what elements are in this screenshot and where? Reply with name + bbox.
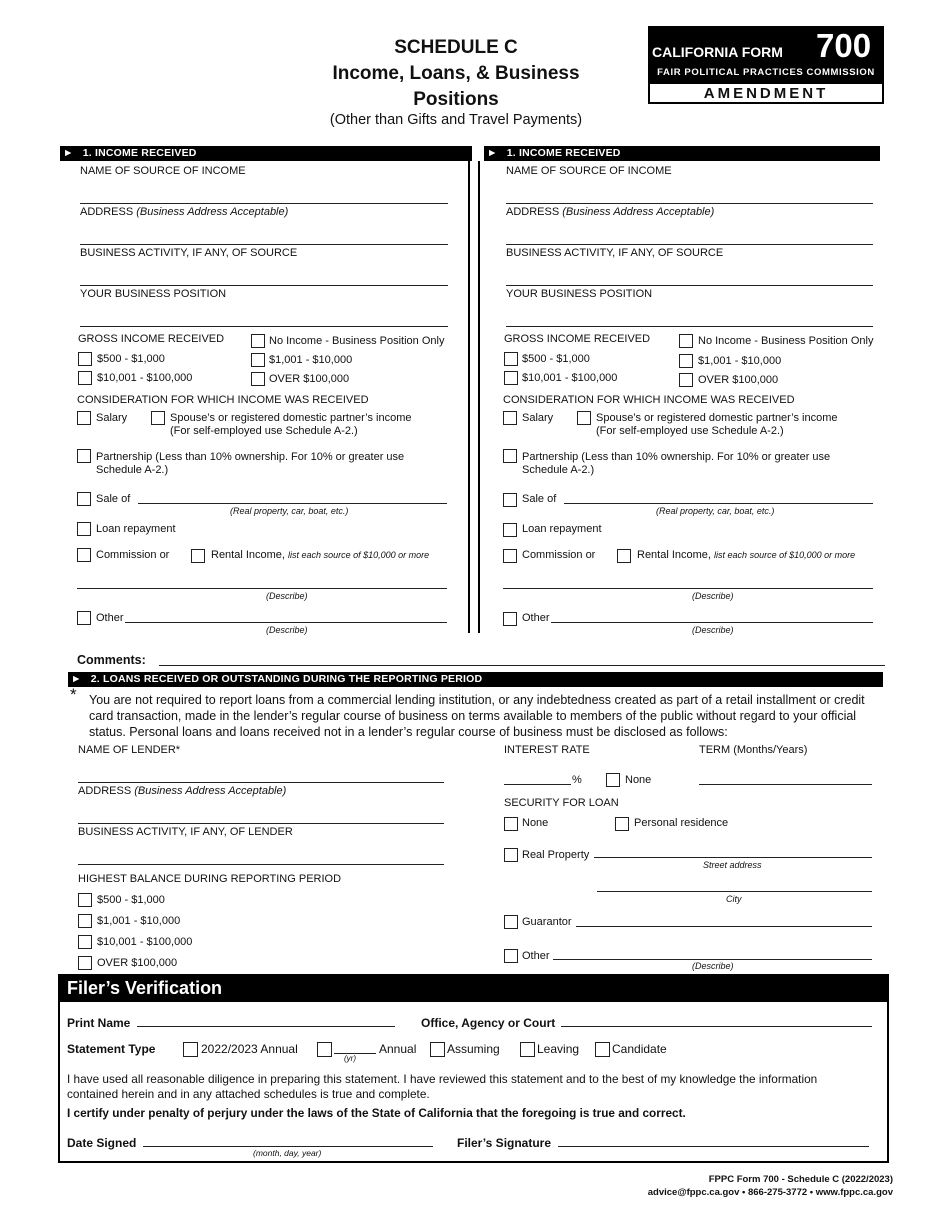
range-over-label: OVER $100,000 [698,374,779,386]
loan-repayment-label: Loan repayment [522,523,602,535]
address-field[interactable] [506,244,873,245]
position-field[interactable] [506,326,873,327]
lender-address-label [78,785,286,797]
amendment-label: AMENDMENT [703,85,829,102]
sale-of-label: Sale of [96,493,131,505]
partnership-note: Schedule A-2.) [96,464,169,476]
street-address-note: Street address [703,860,762,870]
sale-of-checkbox[interactable] [503,493,517,507]
rental-income-note: list each source of $10,000 or more [714,550,856,560]
range-500-label: $500 - $1,000 [522,353,590,365]
range-500-checkbox[interactable] [78,352,92,366]
leaving-label: Leaving [537,1042,580,1056]
security-none-label: None [522,817,549,829]
term-label: TERM (Months/Years) [699,744,808,756]
spouse-income-note: (For self-employed use Schedule A-2.) [170,425,358,437]
rental-income-text: Rental Income, [211,549,285,561]
commission-label: Commission or [522,549,596,561]
commission-checkbox[interactable] [503,549,517,563]
real-property-checkbox[interactable] [504,848,518,862]
real-property-label: Real Property [522,849,590,861]
lender-address-field[interactable] [78,823,444,824]
column-divider [478,161,480,633]
security-label: SECURITY FOR LOAN [504,797,619,809]
loans-heading-text: 2. LOANS RECEIVED OR OUTSTANDING DURING THE REPORTING PERIOD [90,673,483,685]
lender-name-field[interactable] [78,782,444,783]
annual-2022-label: 2022/2023 Annual [201,1042,298,1056]
term-field[interactable] [699,784,872,785]
city-field[interactable] [597,891,872,892]
sale-of-checkbox[interactable] [77,492,91,506]
partnership-label: Partnership (Less than 10% ownership. For 10% or greater use [96,451,405,463]
range-1001-checkbox[interactable] [679,354,693,368]
income-heading-text: 1. INCOME RECEIVED [82,147,197,159]
signature-label: Filer’s Signature [457,1136,552,1150]
candidate-checkbox[interactable] [595,1042,610,1057]
spouse-income-checkbox[interactable] [577,411,591,425]
salary-checkbox[interactable] [77,411,91,425]
interest-rate-label: INTEREST RATE [504,744,590,756]
personal-residence-label: Personal residence [634,817,729,829]
activity-label: BUSINESS ACTIVITY, IF ANY, OF SOURCE [80,247,298,259]
lender-activity-field[interactable] [78,864,444,865]
form-title-line1: Income, Loans, & Business [332,63,580,84]
position-field[interactable] [80,326,448,327]
column-divider [468,161,470,633]
partnership-checkbox[interactable] [77,449,91,463]
consideration-label: CONSIDERATION FOR WHICH INCOME WAS RECEIVED [503,394,795,406]
address-note: (Business Address Acceptable) [136,206,289,218]
security-other-field[interactable] [553,959,872,960]
annual-label: Annual [379,1042,417,1056]
comments-label: Comments: [77,653,146,667]
lender-name-label: NAME OF LENDER* [78,744,181,756]
signature-field[interactable] [558,1146,869,1147]
rental-income-checkbox[interactable] [191,549,205,563]
footer-contact: advice@fppc.ca.gov • 866-275-3772 • www.fppc.ca.gov [647,1187,893,1198]
office-label: Office, Agency or Court [421,1016,556,1030]
describe-note: (Describe) [692,625,734,635]
print-name-field[interactable] [137,1026,395,1027]
arrow-icon: ► [487,147,498,159]
range-10001-checkbox[interactable] [78,371,92,385]
partnership-label: Partnership (Less than 10% ownership. For 10% or greater use [522,451,831,463]
balance-500-label: $500 - $1,000 [97,894,165,906]
print-name-label: Print Name [67,1016,131,1030]
highest-balance-label: HIGHEST BALANCE DURING REPORTING PERIOD [78,873,342,885]
balance-1001-label: $1,001 - $10,000 [97,915,181,927]
describe-note: (Describe) [266,591,308,601]
source-name-label: NAME OF SOURCE OF INCOME [506,165,672,177]
address-text: ADDRESS [506,206,560,218]
other-label: Other [522,612,550,624]
spouse-income-label: Spouse’s or registered domestic partner’s income [170,412,412,424]
yr-note: (yr) [344,1054,356,1063]
commission-describe-field[interactable] [503,588,873,589]
salary-label: Salary [96,412,128,424]
salary-label: Salary [522,412,554,424]
describe-note: (Describe) [692,591,734,601]
range-over-checkbox[interactable] [679,373,693,387]
commission-checkbox[interactable] [77,548,91,562]
source-name-field[interactable] [80,203,448,204]
range-10001-label: $10,001 - $100,000 [522,372,618,384]
diligence-line1: I have used all reasonable diligence in preparing this statement. I have reviewed this statement and to the best of my knowledge the information [67,1072,818,1086]
office-field[interactable] [561,1026,872,1027]
date-signed-label: Date Signed [67,1136,137,1150]
source-name-label: NAME OF SOURCE OF INCOME [80,165,246,177]
loans-notice-line3: status. Personal loans and loans received not in a lender’s regular course of business must be disclosed as follows: [89,725,728,739]
city-note: City [726,894,742,904]
diligence-line2: contained herein and in any attached schedules is true and complete. [67,1087,430,1101]
commission-describe-field[interactable] [77,588,447,589]
rental-income-label [637,549,855,561]
loan-repayment-checkbox[interactable] [77,522,91,536]
income-heading-left [60,146,472,161]
spouse-income-label: Spouse’s or registered domestic partner’s income [596,412,838,424]
sale-of-note: (Real property, car, boat, etc.) [230,506,349,516]
address-label [80,206,288,218]
range-1001-label: $1,001 - $10,000 [698,355,782,367]
form-id-box [648,26,884,104]
range-500-checkbox[interactable] [504,352,518,366]
lender-address-text: ADDRESS [78,785,132,797]
interest-rate-field[interactable] [504,784,571,785]
candidate-label: Candidate [612,1042,667,1056]
balance-10001-checkbox[interactable] [78,935,92,949]
describe-note: (Describe) [266,625,308,635]
sale-of-field[interactable] [564,503,873,504]
commission-label: Commission or [96,549,170,561]
commission-name: FAIR POLITICAL PRACTICES COMMISSION [657,67,875,78]
form-number: 700 [816,27,872,64]
balance-10001-label: $10,001 - $100,000 [97,936,193,948]
schedule-title: SCHEDULE C [394,37,518,58]
percent-sign: % [572,774,582,786]
activity-label: BUSINESS ACTIVITY, IF ANY, OF SOURCE [506,247,724,259]
other-describe-field[interactable] [125,622,447,623]
range-over-label: OVER $100,000 [269,373,350,385]
rental-income-text: Rental Income, [637,549,711,561]
partnership-note: Schedule A-2.) [522,464,595,476]
spouse-income-note: (For self-employed use Schedule A-2.) [596,425,784,437]
address-label [506,206,714,218]
loans-notice-line2: card transaction, made in the lender’s regular course of business on terms available to members of the public without regard to your official [89,709,857,723]
form-subtitle: (Other than Gifts and Travel Payments) [329,112,583,128]
no-income-checkbox[interactable] [679,334,693,348]
gross-income-label: GROSS INCOME RECEIVED [78,333,225,345]
spouse-income-checkbox[interactable] [151,411,165,425]
rental-income-note: list each source of $10,000 or more [288,550,430,560]
other-label: Other [96,612,124,624]
date-signed-field[interactable] [143,1146,433,1147]
balance-over-label: OVER $100,000 [97,957,178,969]
range-10001-checkbox[interactable] [504,371,518,385]
form-label: CALIFORNIA FORM [652,44,783,60]
guarantor-checkbox[interactable] [504,915,518,929]
position-label: YOUR BUSINESS POSITION [80,288,227,300]
arrow-icon: ► [63,147,74,159]
no-income-label: No Income - Business Position Only [269,335,445,347]
sale-of-note: (Real property, car, boat, etc.) [656,506,775,516]
range-1001-label: $1,001 - $10,000 [269,354,353,366]
verification-box [58,974,889,1163]
no-income-checkbox[interactable] [251,334,265,348]
street-address-field[interactable] [594,857,872,858]
lender-activity-label: BUSINESS ACTIVITY, IF ANY, OF LENDER [78,826,293,838]
balance-500-checkbox[interactable] [78,893,92,907]
interest-none-label: None [625,774,652,786]
range-10001-label: $10,001 - $100,000 [97,372,193,384]
verification-title: Filer’s Verification [67,978,223,998]
range-over-checkbox[interactable] [251,372,265,386]
activity-field[interactable] [506,285,873,286]
comments-field[interactable] [159,665,885,666]
security-other-checkbox[interactable] [504,949,518,963]
lender-address-note: (Business Address Acceptable) [134,785,287,797]
rental-income-checkbox[interactable] [617,549,631,563]
consideration-label: CONSIDERATION FOR WHICH INCOME WAS RECEIVED [77,394,369,406]
source-name-field[interactable] [506,203,873,204]
personal-residence-checkbox[interactable] [615,817,629,831]
date-note: (month, day, year) [253,1148,322,1158]
certify-statement: I certify under penalty of perjury under the laws of the State of California that the foregoing is true and correct. [67,1106,686,1120]
assuming-label: Assuming [447,1042,500,1056]
guarantor-field[interactable] [576,926,872,927]
interest-none-checkbox[interactable] [606,773,620,787]
loan-repayment-checkbox[interactable] [503,523,517,537]
rental-income-label [211,549,429,561]
address-field[interactable] [80,244,448,245]
loans-heading [68,672,883,687]
address-note: (Business Address Acceptable) [562,206,715,218]
statement-type-label: Statement Type [67,1042,156,1056]
partnership-checkbox[interactable] [503,449,517,463]
sale-of-field[interactable] [138,503,447,504]
sale-of-label: Sale of [522,493,557,505]
other-describe-field[interactable] [551,622,873,623]
loans-notice-line1: You are not required to report loans from a commercial lending institution, or any indebtedness created as part of a retail installment or credit [89,693,865,707]
asterisk: * [70,685,77,704]
no-income-label: No Income - Business Position Only [698,335,874,347]
arrow-icon: ► [71,673,82,685]
other-checkbox[interactable] [503,612,517,626]
annual-2022-checkbox[interactable] [183,1042,198,1057]
annual-year-checkbox[interactable] [317,1042,332,1057]
guarantor-label: Guarantor [522,916,572,928]
security-other-label: Other [522,950,550,962]
describe-note: (Describe) [692,961,734,971]
loan-repayment-label: Loan repayment [96,523,176,535]
footer-form-id: FPPC Form 700 - Schedule C (2022/2023) [708,1174,893,1185]
balance-1001-checkbox[interactable] [78,914,92,928]
income-heading-text: 1. INCOME RECEIVED [506,147,621,159]
position-label: YOUR BUSINESS POSITION [506,288,653,300]
income-heading-right [484,146,880,161]
assuming-checkbox[interactable] [430,1042,445,1057]
leaving-checkbox[interactable] [520,1042,535,1057]
other-checkbox[interactable] [77,611,91,625]
salary-checkbox[interactable] [503,411,517,425]
range-1001-checkbox[interactable] [251,353,265,367]
security-none-checkbox[interactable] [504,817,518,831]
form-title-line2: Positions [413,89,499,110]
balance-over-checkbox[interactable] [78,956,92,970]
gross-income-label: GROSS INCOME RECEIVED [504,333,651,345]
activity-field[interactable] [80,285,448,286]
address-text: ADDRESS [80,206,134,218]
range-500-label: $500 - $1,000 [97,353,165,365]
